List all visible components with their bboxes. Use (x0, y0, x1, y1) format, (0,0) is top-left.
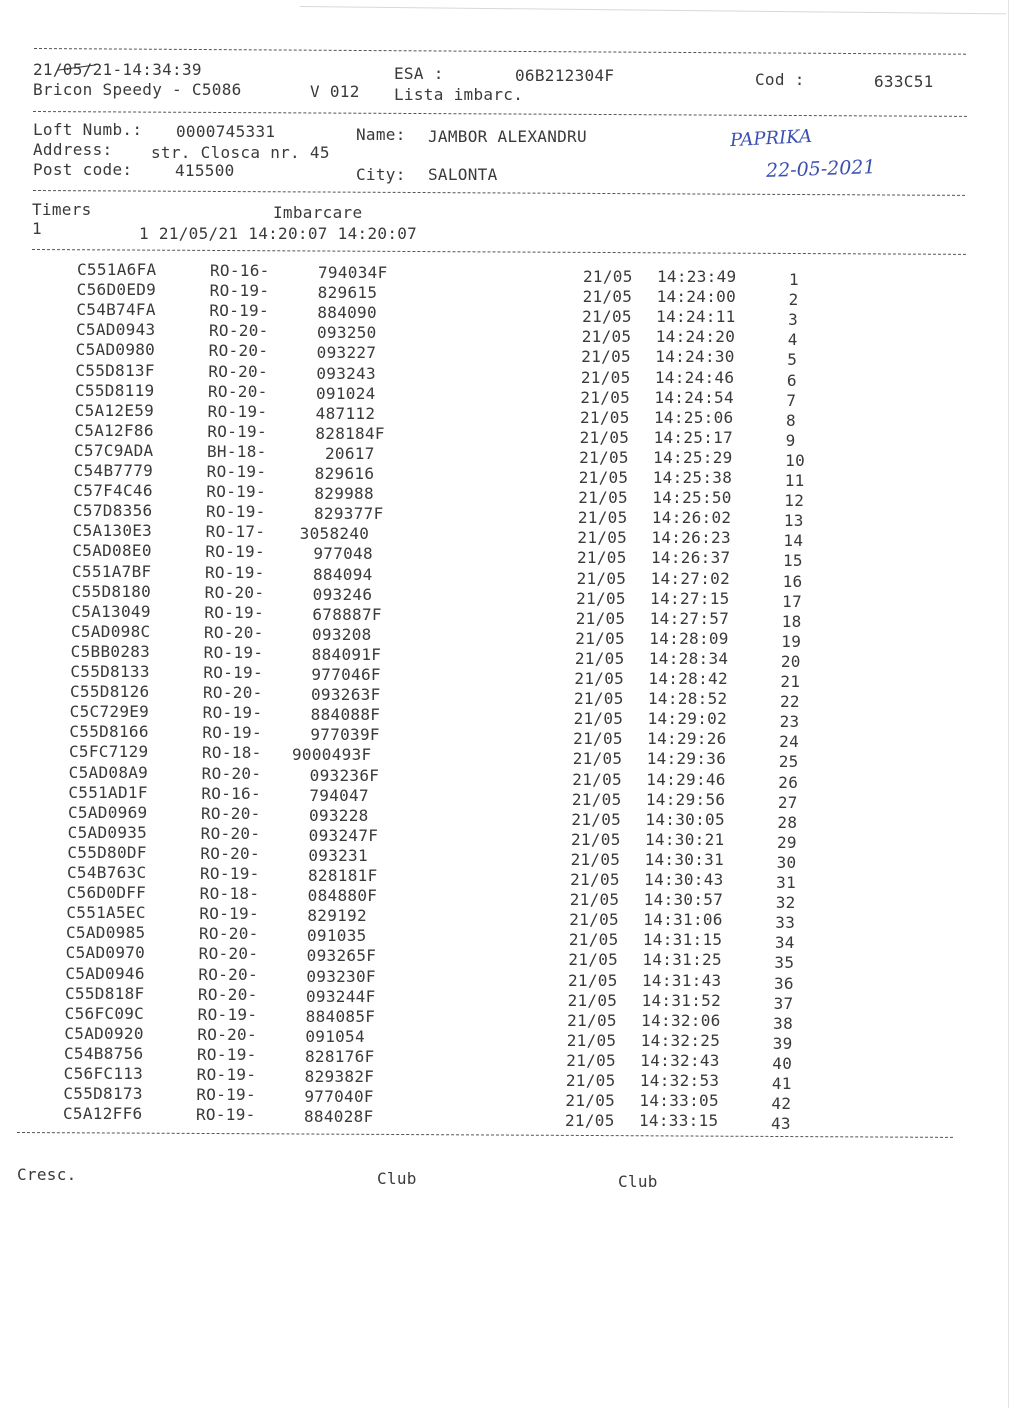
arrival-time: 14:28:34 (648, 648, 729, 668)
chip-id: C54B7779 (73, 461, 154, 480)
arrival-date: 21/05 (575, 608, 626, 628)
arrival-date: 21/05 (577, 548, 627, 568)
handwritten-place: PAPRIKA (729, 125, 813, 152)
arrival-position: 20 (780, 651, 801, 671)
arrival-position: 12 (784, 491, 805, 511)
ring-prefix: RO-20- (203, 683, 263, 703)
chip-id: C5AD08A9 (68, 762, 149, 782)
ring-number: 487112 (315, 403, 376, 423)
ring-prefix: RO-19- (203, 663, 263, 682)
arrival-time: 14:24:30 (655, 347, 735, 367)
ring-prefix: RO-19- (196, 1065, 257, 1084)
ring-number: 678887F (312, 604, 382, 624)
arrival-time: 14:24:11 (656, 307, 736, 327)
arrival-date: 21/05 (569, 910, 619, 930)
arrival-time: 14:30:31 (644, 849, 725, 869)
ring-number: 977040F (304, 1087, 374, 1107)
chip-id: C5AD0946 (65, 963, 145, 983)
arrival-time: 14:28:42 (648, 669, 728, 688)
arrival-date: 21/05 (580, 387, 631, 407)
firmware-version: V 012 (310, 82, 360, 101)
chip-id: C5A12E59 (74, 400, 155, 420)
chip-id: C56FC09C (64, 1003, 145, 1023)
arrival-date: 21/05 (568, 950, 619, 970)
chip-id: C57D8356 (73, 501, 153, 521)
loft-number: 0000745331 (176, 122, 276, 141)
arrival-position: 11 (784, 471, 805, 490)
arrival-date: 21/05 (578, 488, 628, 508)
arrival-position: 15 (783, 551, 803, 571)
imbarcare-label: Imbarcare (273, 203, 363, 222)
arrival-time: 14:33:05 (639, 1091, 719, 1111)
chip-id: C5AD0935 (67, 822, 148, 842)
arrival-position: 34 (774, 933, 795, 953)
arrival-time: 14:28:09 (649, 628, 729, 648)
arrival-time: 14:31:43 (642, 970, 722, 990)
arrival-date: 21/05 (567, 1010, 617, 1030)
arrival-time: 14:32:43 (640, 1050, 720, 1070)
arrival-time: 14:26:37 (651, 548, 731, 568)
arrival-position: 35 (774, 953, 795, 973)
arrival-date: 21/05 (566, 1050, 616, 1070)
arrival-position: 41 (771, 1074, 792, 1093)
arrival-position: 37 (773, 993, 794, 1013)
chip-id: C5C729E9 (69, 702, 150, 722)
arrival-time: 14:27:02 (650, 568, 731, 588)
arrival-position: 3 (788, 310, 799, 330)
arrival-position: 29 (777, 832, 797, 852)
ring-number: 084880F (307, 886, 378, 906)
arrival-time: 14:30:43 (644, 870, 724, 889)
ring-number: 829988 (314, 484, 374, 504)
arrival-date: 21/05 (578, 468, 629, 487)
ring-prefix: RO-19- (206, 462, 267, 481)
timers-label: Timers (32, 200, 92, 219)
arrival-position: 17 (782, 591, 803, 611)
arrival-date: 21/05 (570, 849, 621, 869)
chip-id: C5A130E3 (72, 521, 153, 541)
arrival-time: 14:31:52 (641, 990, 722, 1010)
chip-id: C55D8133 (70, 662, 150, 681)
chip-id: C55D80DF (67, 842, 147, 862)
chip-id: C55D8173 (63, 1084, 143, 1104)
chip-id: C5BB0283 (70, 641, 151, 661)
ring-number: 829616 (314, 464, 375, 483)
ring-number: 884085F (305, 1006, 376, 1026)
ring-prefix: BH-18- (207, 441, 267, 461)
arrival-date: 21/05 (567, 990, 618, 1010)
arrival-time: 14:28:52 (648, 689, 728, 709)
ring-prefix: RO-19- (202, 703, 263, 723)
chip-id: C551A5EC (66, 903, 146, 923)
arrival-date: 21/05 (577, 528, 628, 548)
ring-prefix: RO-19- (196, 1105, 256, 1125)
arrival-date: 21/05 (572, 749, 623, 769)
arrival-date: 21/05 (581, 347, 631, 367)
arrival-position: 36 (774, 973, 794, 993)
arrival-time: 14:30:21 (645, 829, 725, 849)
arrival-date: 21/05 (582, 307, 632, 327)
ring-number: 093228 (309, 805, 369, 825)
chip-id: C5A13049 (71, 601, 151, 621)
arrival-date: 21/05 (576, 568, 627, 588)
chip-id: C55D813F (75, 360, 155, 380)
arrival-position: 31 (776, 873, 797, 892)
ring-prefix: RO-19- (202, 723, 262, 743)
chip-id: C5AD098C (71, 621, 151, 641)
arrival-position: 7 (786, 390, 797, 410)
ring-number: 093247F (308, 825, 379, 845)
timer-line: 1 21/05/21 14:20:07 14:20:07 (139, 224, 418, 243)
arrival-date: 21/05 (581, 327, 632, 347)
name-label: Name: (356, 125, 406, 144)
ring-prefix: RO-20- (208, 361, 268, 381)
arrival-position: 21 (780, 672, 801, 691)
arrival-time: 14:31:25 (642, 950, 722, 970)
ring-number: 977039F (310, 725, 380, 745)
arrival-position: 19 (781, 631, 802, 651)
arrival-position: 13 (783, 511, 804, 531)
arrival-position: 39 (772, 1033, 793, 1053)
arrival-date: 21/05 (568, 930, 619, 950)
ring-number: 3058240 (299, 524, 370, 544)
arrival-position: 24 (779, 732, 800, 752)
arrival-date: 21/05 (579, 427, 630, 447)
arrival-date: 21/05 (580, 407, 630, 427)
ring-prefix: RO-19- (206, 502, 266, 522)
arrival-position: 5 (787, 350, 798, 370)
ring-prefix: RO-19- (207, 401, 268, 421)
arrival-position: 43 (771, 1114, 791, 1134)
ring-prefix: RO-19- (199, 904, 259, 924)
ring-number: 794047 (309, 785, 369, 805)
arrival-time: 14:27:15 (650, 588, 730, 608)
arrival-position: 14 (783, 531, 804, 551)
ring-number: 829192 (307, 906, 367, 926)
ring-prefix: RO-19- (204, 602, 264, 622)
arrival-date: 21/05 (566, 1030, 617, 1050)
chip-id: C551AD1F (68, 782, 148, 802)
arrival-position: 8 (786, 410, 796, 430)
arrival-position: 30 (776, 852, 797, 872)
chip-id: C551A6FA (77, 260, 157, 279)
postcode-label: Post code: (33, 160, 133, 179)
arrival-time: 14:25:38 (652, 468, 733, 487)
arrival-date: 21/05 (571, 809, 622, 829)
arrival-position: 10 (785, 450, 806, 470)
arrival-position: 28 (777, 812, 798, 832)
arrival-time: 14:31:15 (642, 930, 723, 950)
esa-label: ESA : (394, 64, 444, 83)
chip-id: C551A7BF (72, 561, 152, 581)
ring-number: 091024 (316, 383, 376, 403)
chip-id: C57F4C46 (73, 481, 153, 501)
arrival-position: 22 (780, 692, 800, 712)
chip-id: C5AD0969 (68, 802, 148, 822)
arrival-time: 14:32:53 (639, 1071, 720, 1090)
chip-id: C5A12FF6 (63, 1104, 143, 1124)
arrival-date: 21/05 (577, 508, 628, 528)
arrival-date: 21/05 (565, 1091, 616, 1111)
arrival-date: 21/05 (569, 890, 620, 910)
arrival-time: 14:30:05 (645, 809, 725, 829)
ring-prefix: RO-20- (198, 944, 259, 964)
arrival-date: 21/05 (568, 970, 618, 990)
arrival-time: 14:30:57 (643, 890, 724, 910)
ring-number: 977046F (311, 665, 381, 684)
print-datetime: 21/05/21-14:34:39 (33, 60, 202, 79)
ring-prefix: RO-17- (205, 522, 266, 542)
arrival-position: 16 (782, 571, 803, 591)
chip-id: C54B763C (67, 863, 147, 882)
ring-prefix: RO-20- (208, 341, 269, 361)
owner-name: JAMBOR ALEXANDRU (428, 127, 587, 146)
arrival-date: 21/05 (579, 447, 629, 467)
arrival-date: 21/05 (573, 709, 624, 729)
arrival-time: 14:24:54 (654, 387, 734, 407)
arrival-date: 21/05 (570, 870, 620, 889)
arrival-time: 14:29:02 (647, 709, 728, 729)
arrival-date: 21/05 (574, 689, 624, 709)
city-value: SALONTA (428, 165, 498, 184)
arrival-time: 14:24:46 (654, 367, 735, 387)
club-label-1: Club (377, 1169, 417, 1188)
arrival-position: 23 (779, 712, 800, 732)
chip-id: C55D8180 (71, 581, 152, 601)
arrival-time: 14:25:06 (654, 407, 734, 427)
ring-number: 884091F (311, 644, 382, 664)
arrival-time: 14:23:49 (657, 267, 737, 286)
ring-prefix: RO-19- (205, 542, 265, 562)
arrival-date: 21/05 (573, 729, 623, 749)
arrival-date: 21/05 (565, 1111, 615, 1131)
ring-number: 829377F (314, 504, 384, 524)
chip-id: C5AD0980 (75, 340, 156, 360)
cod-value: 633C51 (874, 72, 934, 91)
arrival-time: 14:29:26 (647, 729, 727, 749)
ring-prefix: RO-19- (197, 1004, 258, 1024)
device-line: Bricon Speedy - C5086 (33, 80, 242, 99)
ring-number: 093250 (317, 323, 377, 343)
arrival-position: 1 (789, 270, 799, 289)
arrival-position: 32 (775, 893, 796, 913)
arrival-time: 14:24:00 (656, 287, 737, 307)
arrival-position: 42 (771, 1094, 792, 1114)
ring-prefix: RO-20- (198, 984, 258, 1004)
ring-prefix: RO-20- (201, 803, 261, 823)
ring-number: 093265F (306, 946, 377, 966)
arrival-time: 14:25:17 (653, 427, 734, 447)
ring-number: 093263F (311, 685, 381, 705)
arrival-time: 14:32:25 (640, 1030, 721, 1050)
arrival-date: 21/05 (571, 789, 622, 809)
cod-label: Cod : (755, 70, 805, 89)
ring-prefix: RO-20- (200, 843, 260, 863)
chip-id: C54B8756 (64, 1043, 144, 1063)
ring-number: 977048 (313, 544, 373, 564)
chip-id: C57C9ADA (74, 440, 154, 460)
arrival-time: 14:25:50 (652, 488, 732, 508)
ring-number: 828176F (305, 1046, 375, 1066)
ring-number: 828184F (315, 423, 385, 443)
ring-number: 9000493F (292, 745, 372, 765)
ring-number: 093208 (312, 624, 372, 644)
arrival-position: 40 (772, 1053, 793, 1073)
ring-prefix: RO-19- (206, 482, 266, 502)
chip-id: C56D0DFF (66, 883, 147, 903)
ring-number: 794034F (318, 263, 388, 282)
handwritten-date: 22-05-2021 (765, 156, 876, 182)
ring-prefix: RO-19- (203, 642, 264, 662)
chip-id: C56D0ED9 (76, 280, 157, 300)
ring-number: 884094 (313, 564, 373, 584)
arrival-position: 2 (788, 290, 799, 310)
city-label: City: (356, 165, 406, 184)
club-label-2: Club (618, 1172, 658, 1191)
ring-prefix: RO-18- (199, 884, 260, 904)
chip-id: C5AD0943 (76, 320, 156, 340)
chip-id: C56FC113 (63, 1064, 144, 1083)
arrival-time: 14:27:57 (649, 608, 730, 628)
ring-prefix: RO-18- (202, 743, 262, 763)
arrival-position: 27 (777, 792, 798, 812)
arrival-position: 25 (778, 752, 799, 772)
ring-prefix: RO-19- (209, 281, 270, 301)
chip-id: C55D8126 (70, 682, 150, 702)
arrival-position: 38 (773, 1013, 794, 1033)
ring-prefix: RO-20- (198, 964, 258, 984)
ring-number: 093227 (316, 343, 377, 363)
ring-number: 093236F (309, 765, 380, 785)
address-value: str. Closca nr. 45 (151, 143, 330, 162)
arrival-time: 14:29:36 (646, 749, 727, 769)
arrival-position: 26 (778, 772, 799, 792)
ring-number: 829615 (317, 283, 378, 303)
arrival-date: 21/05 (582, 287, 633, 307)
ring-prefix: RO-20- (209, 321, 269, 341)
ring-number: 093243 (316, 363, 376, 383)
arrival-time: 14:26:23 (651, 528, 731, 548)
loft-label: Loft Numb.: (33, 120, 143, 139)
ring-prefix: RO-20- (197, 1024, 257, 1044)
chip-id: C5AD0920 (64, 1023, 144, 1043)
arrival-date: 21/05 (565, 1071, 616, 1090)
ring-prefix: RO-20- (201, 763, 262, 783)
ring-number: 093246 (312, 584, 373, 604)
ring-prefix: RO-19- (205, 562, 265, 582)
ring-prefix: RO-20- (204, 582, 265, 602)
ring-prefix: RO-19- (207, 421, 267, 441)
chip-id: C5AD08E0 (72, 541, 152, 561)
arrival-position: 4 (787, 330, 798, 350)
chip-id: C5FC7129 (69, 742, 149, 762)
arrival-date: 21/05 (575, 628, 625, 648)
ring-prefix: RO-20- (204, 622, 264, 642)
ring-number: 884088F (310, 705, 381, 725)
arrival-time: 14:31:06 (643, 910, 723, 930)
timer-id: 1 (32, 219, 42, 238)
arrival-date: 21/05 (571, 829, 621, 849)
chip-id: C55D8119 (75, 380, 155, 400)
arrival-date: 21/05 (574, 669, 625, 688)
ring-number: 093230F (306, 966, 376, 986)
arrival-time: 14:24:20 (655, 327, 736, 347)
arrival-time: 14:29:46 (646, 769, 726, 789)
cresc-label: Cresc. (17, 1165, 77, 1184)
arrival-position: 18 (781, 611, 802, 631)
arrival-time: 14:26:02 (651, 508, 732, 528)
ring-number: 828181F (308, 866, 378, 885)
chip-id: C5AD0970 (65, 943, 146, 963)
ring-prefix: RO-20- (200, 823, 261, 843)
ring-number: 093244F (306, 986, 376, 1006)
ring-number: 829382F (304, 1067, 375, 1086)
arrival-date: 21/05 (580, 367, 631, 387)
postcode-value: 415500 (175, 161, 235, 180)
ring-number: 093231 (308, 845, 368, 865)
arrival-position: 6 (786, 370, 797, 390)
arrival-date: 21/05 (572, 769, 622, 789)
ring-prefix: RO-19- (209, 301, 269, 321)
chip-id: C5AD0985 (66, 923, 146, 943)
ring-number: 884028F (304, 1107, 374, 1127)
arrival-date: 21/05 (574, 648, 625, 668)
ring-number: 091054 (305, 1026, 365, 1046)
ring-number: 884090 (317, 303, 377, 323)
chip-id: C5A12F86 (74, 420, 154, 440)
chip-id: C55D818F (65, 983, 145, 1003)
ring-prefix: RO-16- (210, 261, 270, 280)
arrival-position: 9 (785, 430, 796, 450)
ring-number: 091035 (307, 926, 367, 946)
esa-value: 06B212304F (515, 66, 615, 85)
arrival-date: 21/05 (576, 588, 626, 608)
address-label: Address: (33, 140, 113, 159)
arrival-time: 14:25:29 (653, 447, 733, 467)
arrival-time: 14:29:56 (645, 789, 726, 809)
ring-prefix: RO-19- (197, 1044, 257, 1064)
arrival-date: 21/05 (583, 267, 633, 286)
ring-prefix: RO-16- (201, 783, 261, 803)
ring-prefix: RO-19- (200, 864, 260, 883)
arrival-position: 33 (775, 913, 796, 933)
ring-prefix: RO-19- (196, 1085, 256, 1105)
arrival-time: 14:32:06 (641, 1010, 721, 1030)
list-title: Lista imbarc. (394, 85, 524, 104)
arrival-time: 14:33:15 (639, 1111, 719, 1131)
chip-id: C55D8166 (69, 722, 149, 742)
ring-prefix: RO-20- (208, 381, 268, 401)
ring-number: 20617 (325, 443, 375, 463)
chip-id: C54B74FA (76, 300, 156, 320)
ring-prefix: RO-20- (199, 924, 259, 944)
